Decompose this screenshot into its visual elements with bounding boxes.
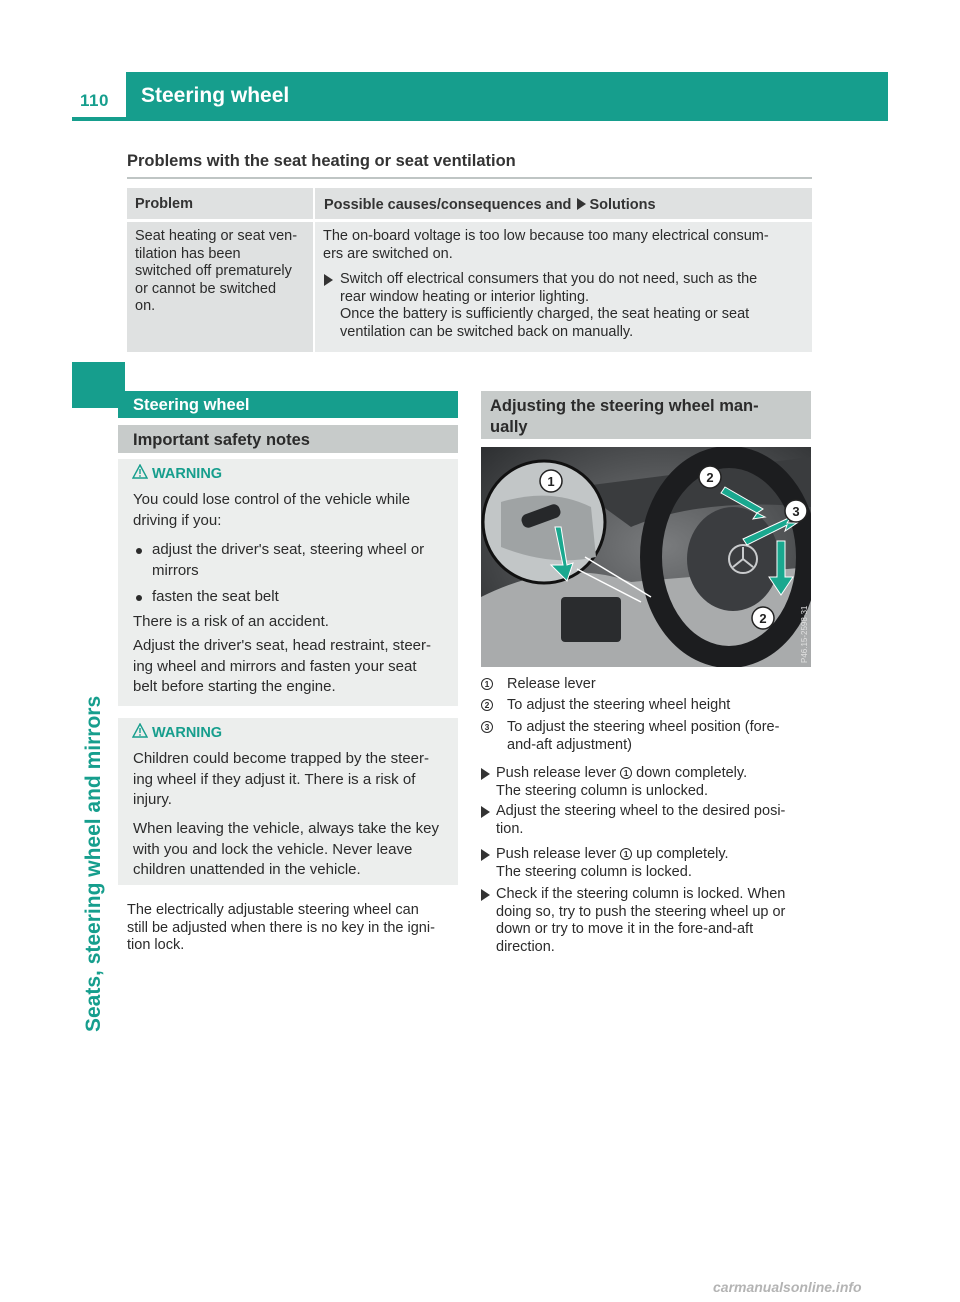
callout-2-bottom: 2 bbox=[759, 611, 767, 626]
warning-triangle-icon bbox=[132, 464, 148, 479]
warning-title-2: WARNING bbox=[152, 725, 223, 741]
step-4: Check if the steering column is locked. When doing so, try to push the steering wheel up or down or try to move it in the fore-and-aft direction. bbox=[496, 886, 786, 955]
callout-1: 1 bbox=[547, 474, 555, 489]
callout-number-icon: 1 bbox=[620, 848, 632, 860]
adjusting-heading: Adjusting the steering wheel man- ually bbox=[481, 391, 811, 439]
callout-number-icon: 3 bbox=[481, 721, 493, 733]
arrow-icon bbox=[577, 198, 586, 210]
callout-number-icon: 2 bbox=[481, 699, 493, 711]
legend-text-2: To adjust the steering wheel height bbox=[507, 697, 731, 713]
bullet-icon bbox=[136, 548, 142, 554]
electric-adjust-note: The electrically adjustable steering wheel can still be adjusted when there is no key in the igni- tion lock. bbox=[127, 902, 435, 953]
callout-number-icon: 1 bbox=[620, 767, 632, 779]
warning-1-bullet-1: adjust the driver's seat, steering wheel or mirrors bbox=[152, 541, 425, 579]
page-number: 110 bbox=[80, 91, 109, 110]
legend-text-3: To adjust the steering wheel position (fore- and-aft adjustment) bbox=[507, 719, 780, 753]
steering-wheel-illustration bbox=[481, 447, 811, 667]
warning-2-text: Children could become trapped by the steer- ing wheel if they adjust it. There is a risk of injury. bbox=[133, 750, 430, 808]
problem-text: Seat heating or seat ven- tilation has been switched off prematurely or cannot be switched on. bbox=[135, 228, 298, 314]
warning-title-1: WARNING bbox=[152, 466, 223, 482]
legend-item-1 bbox=[481, 676, 493, 694]
legend-item-2 bbox=[481, 697, 493, 715]
steering-wheel-photo bbox=[481, 447, 811, 667]
column-header-problem: Problem bbox=[135, 196, 194, 212]
warning-1-risk: There is a risk of an accident. bbox=[133, 613, 329, 630]
step-arrow-icon bbox=[481, 849, 490, 861]
callout-2-top: 2 bbox=[706, 470, 714, 485]
step-arrow-icon bbox=[481, 889, 490, 901]
step-2: Adjust the steering wheel to the desired posi- tion. bbox=[496, 803, 786, 837]
step-arrow-icon bbox=[481, 768, 490, 780]
step-arrow-icon bbox=[324, 274, 333, 286]
callout-3: 3 bbox=[792, 504, 800, 519]
legend-text-1: Release lever bbox=[507, 676, 596, 692]
warning-triangle-icon bbox=[132, 723, 148, 738]
callout-number-icon: 1 bbox=[481, 678, 493, 690]
safety-notes-heading: Important safety notes bbox=[118, 425, 458, 453]
cause-text: The on-board voltage is too low because too many electrical consum- ers are switched on. bbox=[323, 228, 769, 262]
steering-wheel-heading: Steering wheel bbox=[118, 391, 458, 418]
step-arrow-icon bbox=[481, 806, 490, 818]
warning-2-action: When leaving the vehicle, always take the key with you and lock the vehicle. Never leave children unattended in the vehicle. bbox=[133, 820, 439, 878]
warning-1-action: Adjust the driver's seat, head restraint, steer- ing wheel and mirrors and fasten your seat belt before starting the engine. bbox=[133, 637, 432, 695]
warning-1-intro: You could lose control of the vehicle while driving if you: bbox=[133, 491, 411, 529]
step-1: Push release lever 1 down completely. The steering column is unlocked. bbox=[496, 765, 748, 799]
legend-item-3 bbox=[481, 719, 493, 737]
section-divider bbox=[127, 177, 812, 179]
problems-section-title: Problems with the seat heating or seat ventilation bbox=[127, 152, 516, 170]
side-section-label: Seats, steering wheel and mirrors bbox=[82, 695, 105, 1032]
bullet-icon bbox=[136, 595, 142, 601]
step-3: Push release lever 1 up completely. The steering column is locked. bbox=[496, 846, 729, 880]
image-code: P46.15-2598-31 bbox=[800, 605, 809, 663]
warning-1-bullet-2: fasten the seat belt bbox=[152, 588, 279, 605]
solution-text: Switch off electrical consumers that you do not need, such as the rear window heating or interior lighting. Once the battery is sufficiently charged, the seat heating or seat ventilation can be switched back on manually. bbox=[340, 271, 758, 340]
footer-url: carmanualsonline.info bbox=[713, 1279, 862, 1295]
column-header-solutions: Possible causes/consequences and Solutions bbox=[324, 197, 656, 213]
header-title: Steering wheel bbox=[141, 84, 290, 107]
